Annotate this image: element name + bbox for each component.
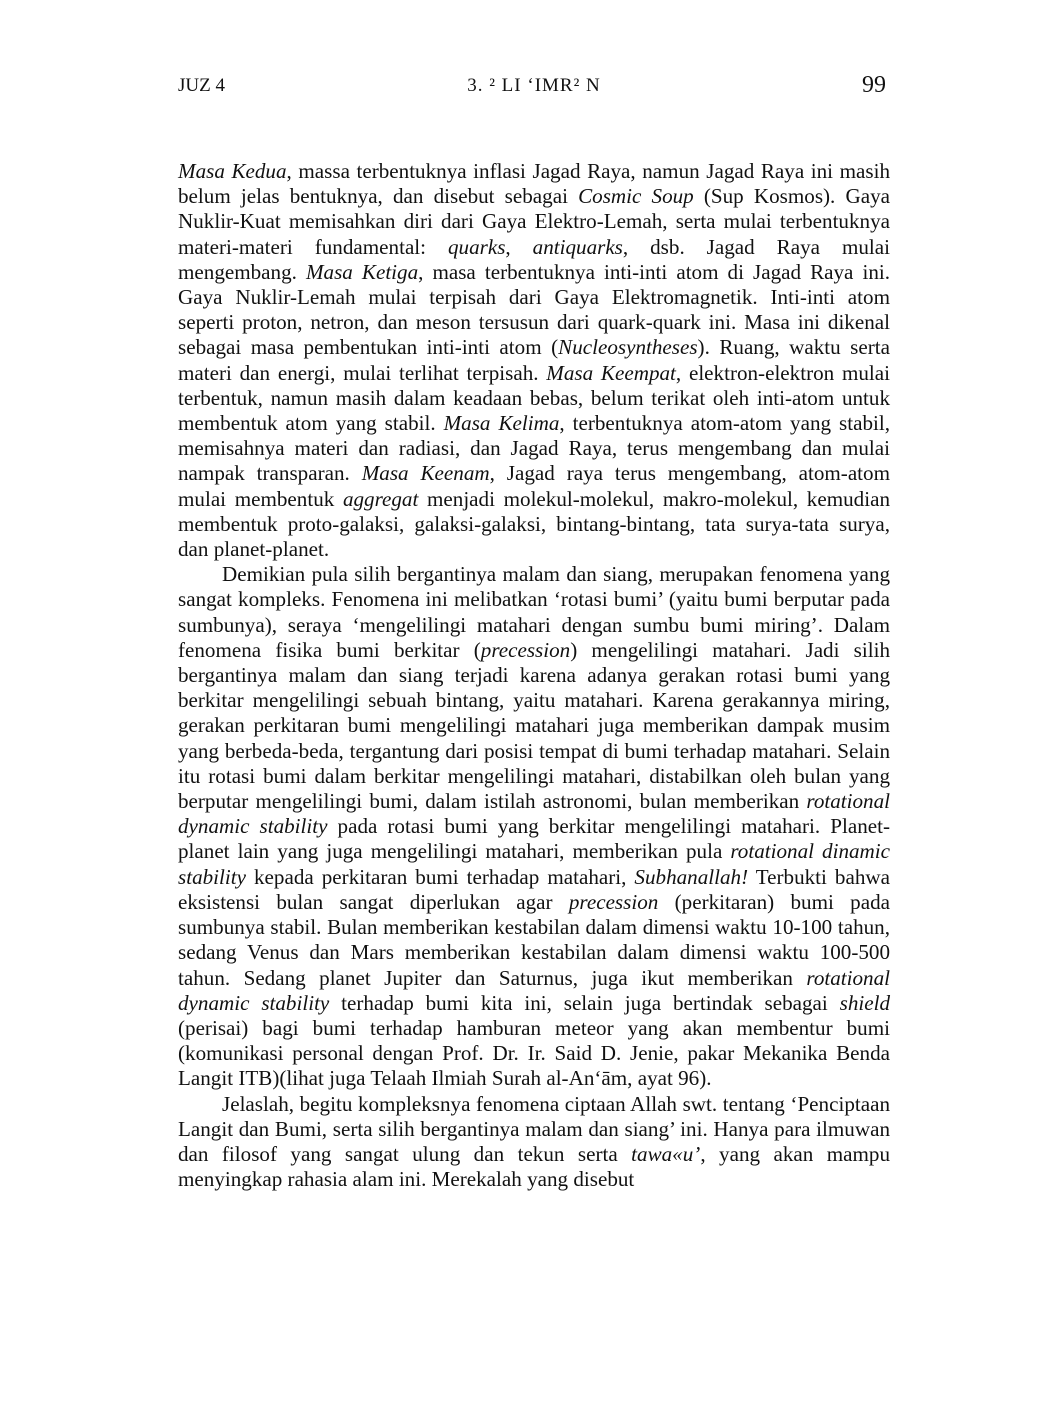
text-run: , masa terbentuknya inti-inti atom di Jagad Raya ini. Gaya Nuklir-Lemah mulai terpisah dari Gaya Elektromagnetik. Inti-inti atom seperti proton, netron, dan meson tersusun dari quark-quark ini. Masa ini dikenal sebagai masa pembentukan inti-inti atom ( [178, 259, 890, 360]
text-run: pada rotasi bumi yang berkitar mengelilingi matahari. Planet-planet lain yang juga mengelilingi matahari, memberikan pula [178, 814, 890, 864]
text-run: ) mengelilingi matahari. Jadi silih bergantinya malam dan siang terjadi karena adanya gerakan rotasi bumi yang berkitar mengelilingi sebuah bintang, yaitu matahari. Karena gerakannya miring, gerakan perkitaran bumi mengelilingi matahari juga memberikan dampak musim yang berbeda-beda, tergantung dari posisi tempat di bumi terhadap matahari. Selain itu rotasi bumi dalam berkitar mengelilingi matahari, distabilkan oleh bulan yang berputar mengelilingi bumi, dalam istilah astronomi, bulan memberikan [178, 637, 890, 814]
text-run: menjadi molekul-molekul, makro-molekul, kemudian membentuk proto-galaksi, galaksi-galaksi, bintang-bintang, tata surya-tata surya, dan planet-planet. [178, 486, 890, 562]
text-run: , elektron-elektron mulai terbentuk, namun masih dalam keadaan bebas, belum terikat oleh inti-atom untuk membentuk atom yang stabil. [178, 360, 890, 436]
text-run: , dsb. Jagad Raya mulai mengembang. [178, 234, 890, 284]
text-run: Jelaslah, begitu kompleksnya fenomena ciptaan Allah swt. tentang ‘Penciptaan Langit dan Bumi, serta silih bergantinya malam dan siang’ ini. Hanya para ilmuwan dan filosof yang sangat ulung dan tekun serta [178, 1091, 890, 1166]
italic-term: Masa Kedua [178, 159, 287, 183]
text-run: , Jagad raya terus mengembang, atom-atom mulai membentuk [178, 461, 890, 511]
text-run: , massa terbentuknya inflasi Jagad Raya, namun Jagad Raya ini masih belum jelas bentuknya, dan disebut sebagai [178, 159, 890, 209]
text-run: (perisai) bagi bumi terhadap hamburan meteor yang akan membentur bumi (komunikasi personal dengan Prof. Dr. Ir. Said D. Jenie, pakar Mekanika Benda Langit ITB)(lihat juga Telaah Ilmiah Surah al-An‘ām, ayat 96). [178, 1015, 890, 1091]
italic-term: Subhanallah! [634, 864, 749, 889]
text-run: , [505, 234, 533, 259]
text-run: (Sup Kosmos). Gaya Nuklir-Kuat memisahkan diri dari Gaya Elektro-Lemah, serta mulai terbentuknya materi-materi fundamental: [178, 184, 890, 259]
italic-term: quarks [448, 234, 506, 259]
text-run: ). Ruang, waktu serta materi dan energi, mulai terlihat terpisah. [178, 335, 891, 385]
italic-term: rotational dynamic stability [178, 789, 890, 839]
text-run: (perkitaran) bumi pada sumbunya stabil. Bulan memberikan kestabilan dalam dimensi waktu 10-100 tahun, sedang Venus dan Mars memberikan kestabilan dalam dimensi waktu 100-500 tahun. Sedang planet Jupiter dan Saturnus, juga ikut memberikan [178, 889, 890, 990]
italic-term: Masa Kelima [443, 411, 560, 436]
text-run: kepada perkitaran bumi terhadap matahari, [245, 864, 635, 889]
italic-term: Cosmic Soup [578, 184, 694, 209]
italic-term: tawa«u’ [631, 1141, 701, 1166]
text-run: terhadap bumi kita ini, selain juga bertindak sebagai [329, 990, 840, 1015]
italic-term: antiquarks [532, 234, 623, 259]
text-run: , yang akan mampu menyingkap rahasia alam ini. Merekalah yang disebut [178, 1141, 891, 1192]
italic-term: rotational dinamic stability [178, 839, 890, 889]
running-header [178, 72, 890, 106]
italic-term: Masa Ketiga [305, 259, 419, 284]
body-text [178, 159, 890, 1192]
italic-term: rotational dynamic stability [178, 965, 890, 1015]
paragraph [178, 159, 890, 562]
italic-term: Masa Keempat [546, 360, 676, 385]
page-number: 99 [862, 72, 886, 98]
text-run: Terbukti bahwa eksistensi bulan sangat diperlukan agar [178, 864, 890, 914]
text-run: , terbentuknya atom-atom yang stabil, memisahnya materi dan radiasi, dan Jagad Raya, terus mengembang dan mulai nampak transparan. [178, 411, 890, 486]
italic-term: precession [568, 889, 659, 914]
juz-label: JUZ 4 [178, 75, 225, 96]
italic-term: Nucleosyntheses [558, 335, 698, 360]
italic-term: precession [480, 637, 571, 662]
italic-term: aggregat [342, 486, 419, 511]
paragraph [178, 1092, 890, 1193]
text-run: Demikian pula silih bergantinya malam dan siang, merupakan fenomena yang sangat kompleks. Fenomena ini melibatkan ‘rotasi bumi’ (yaitu bumi berputar pada sumbunya), seraya ‘mengelilingi matahari dengan sumbu bumi miring’. Dalam fenomena fisika bumi berkitar ( [178, 562, 890, 662]
paragraph [178, 562, 890, 1091]
italic-term: Masa Keenam [361, 461, 490, 486]
surah-title: 3. ² LI ‘IMR² N [467, 75, 601, 96]
italic-term: shield [839, 990, 890, 1015]
